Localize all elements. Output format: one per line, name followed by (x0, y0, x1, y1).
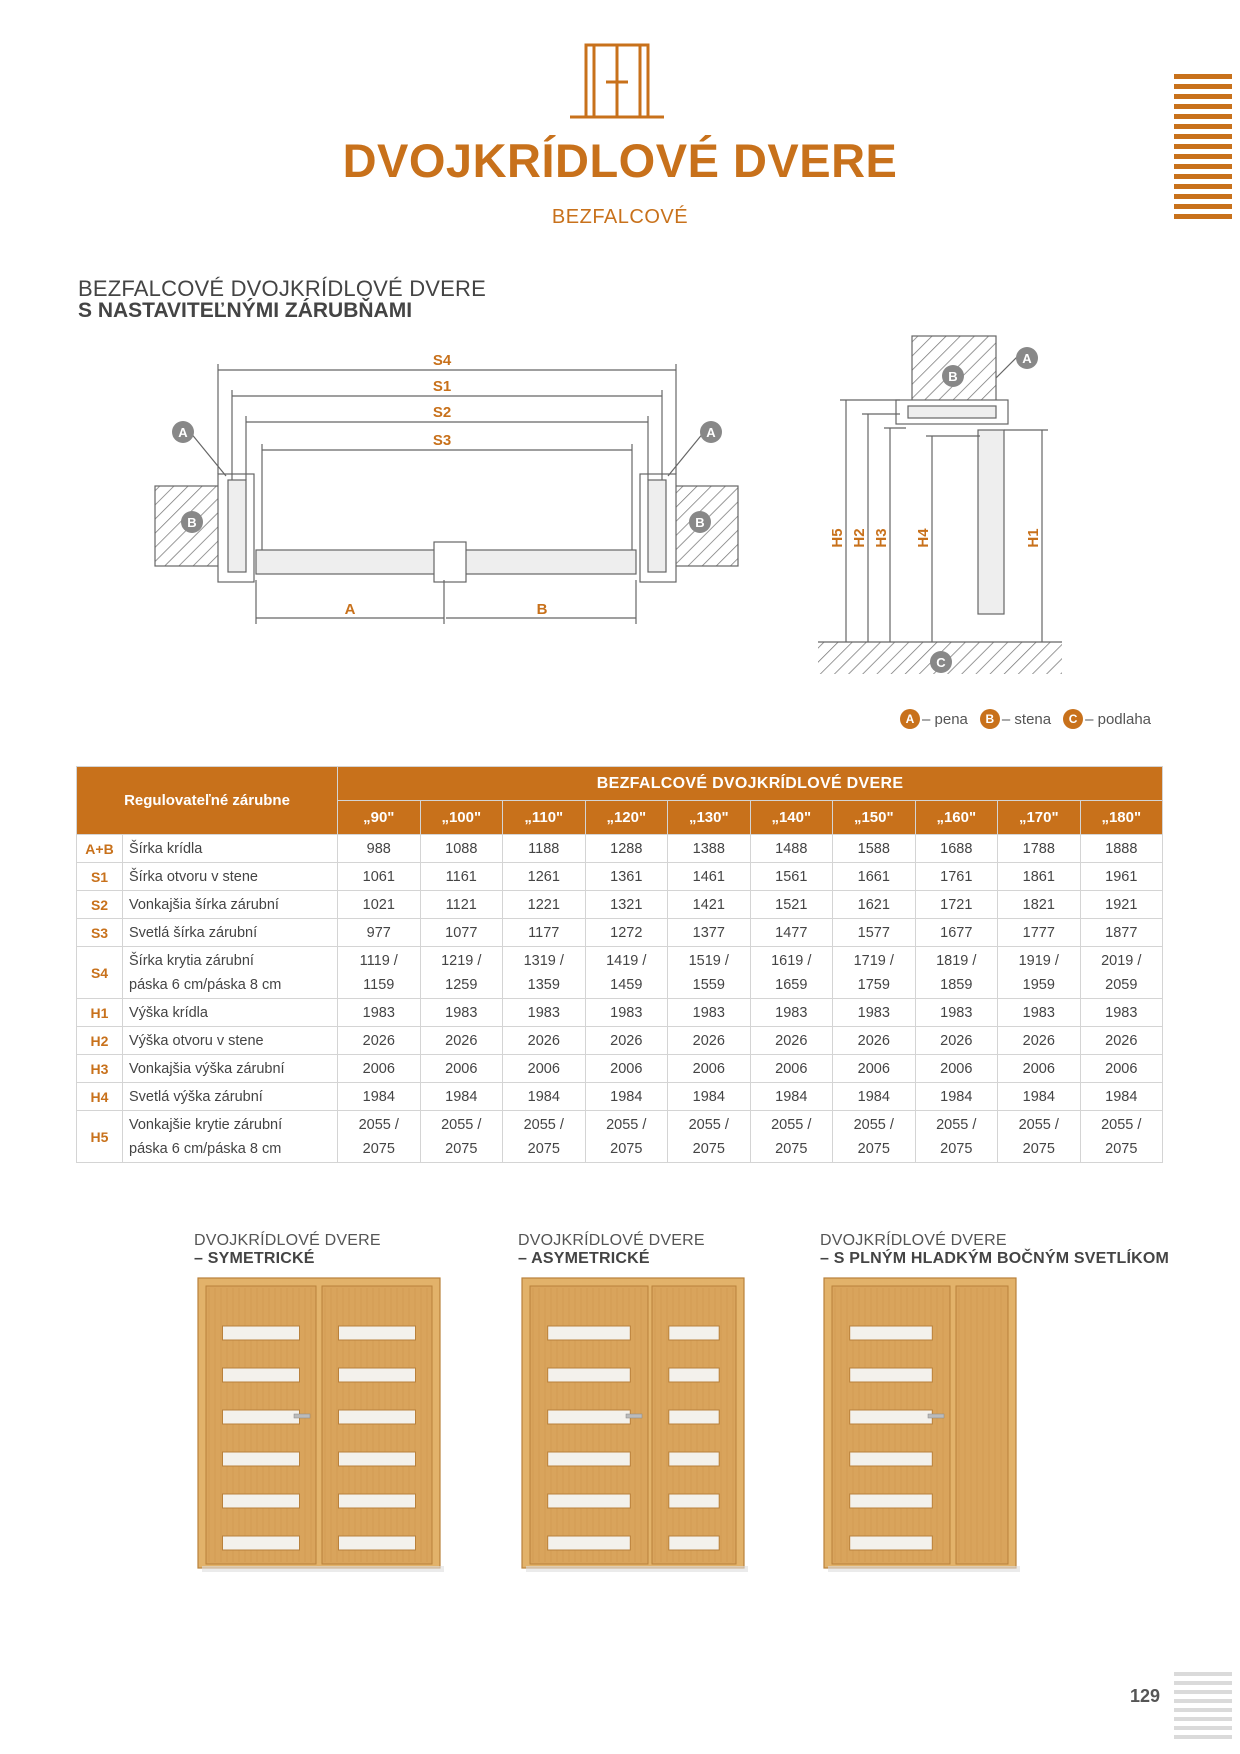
cell-value: 1161 (420, 863, 503, 891)
cell-value: 2006 (833, 1055, 916, 1083)
technical-diagram (0, 320, 1240, 730)
cell-value-line2: 2075 (775, 1140, 808, 1157)
glass-pane (850, 1452, 933, 1466)
cell-value-line1: 2055 / (358, 1116, 399, 1133)
cell-value: 1777 (998, 919, 1081, 947)
cell-value-line1: 1619 / (771, 952, 812, 969)
legend-text-c: – podlaha (1085, 710, 1152, 728)
row-code: A+B (77, 835, 123, 863)
table-corner-header: Regulovateľné zárubne (77, 767, 338, 835)
cell-value-line1: 1219 / (441, 952, 482, 969)
glass-pane (669, 1410, 719, 1424)
table-row (77, 999, 1163, 1027)
door-shadow (202, 1566, 444, 1572)
row-description-line2: páska 6 cm/páska 8 cm (129, 976, 282, 993)
cell-value-line1: 1719 / (853, 952, 894, 969)
cell-value-line1: 1419 / (606, 952, 647, 969)
cell-value: 1984 (833, 1083, 916, 1111)
cell-value: 1983 (503, 999, 586, 1027)
cell-value: 1377 (668, 919, 751, 947)
table-row (77, 1111, 1163, 1163)
label-h3: H3 (873, 528, 890, 548)
cell-value: 1461 (668, 863, 751, 891)
cell-value: 1984 (338, 1083, 421, 1111)
cell-value: 1177 (503, 919, 586, 947)
label-s4: S4 (432, 352, 452, 369)
cell-value (1080, 947, 1163, 999)
cell-value (833, 947, 916, 999)
cell-value-line2: 2075 (362, 1140, 395, 1157)
row-code: S4 (77, 947, 123, 999)
cell-value: 1221 (503, 891, 586, 919)
cell-value: 2026 (668, 1027, 751, 1055)
size-header-6: „150" (833, 801, 916, 835)
glass-pane (548, 1494, 631, 1508)
glass-pane (850, 1536, 933, 1550)
glass-pane (223, 1410, 300, 1424)
label-h5: H5 (829, 528, 846, 548)
section-leaf (978, 430, 1004, 614)
specification-table (76, 766, 1163, 1163)
cell-value (915, 1111, 998, 1163)
marker-c-section: C (936, 655, 946, 670)
legend-item-floor (1063, 709, 1151, 729)
cell-value: 2006 (668, 1055, 751, 1083)
cell-value: 1088 (420, 835, 503, 863)
row-description: Šírka otvoru v stene (123, 863, 338, 891)
cell-value: 1983 (420, 999, 503, 1027)
cell-value: 1421 (668, 891, 751, 919)
label-s3: S3 (432, 432, 452, 449)
table-row (77, 947, 1163, 999)
cell-value: 2026 (585, 1027, 668, 1055)
glass-pane (669, 1536, 719, 1550)
marker-b-right: B (695, 515, 705, 530)
size-header-2: „110" (503, 801, 586, 835)
cell-value-line2: 2075 (1022, 1140, 1055, 1157)
cell-value: 2026 (503, 1027, 586, 1055)
row-description-line1: Šírka krytia zárubní (129, 952, 254, 969)
row-description: Svetlá výška zárubní (123, 1083, 338, 1111)
cell-value: 1983 (915, 999, 998, 1027)
leaf-a (256, 550, 444, 574)
cell-value-line2: 2075 (940, 1140, 973, 1157)
table-row (77, 1083, 1163, 1111)
cell-value: 1984 (585, 1083, 668, 1111)
door-shadow (828, 1566, 1020, 1572)
section-title-line2: S NASTAVITEĽNÝMI ZÁRUBŇAMI (78, 299, 413, 322)
cell-value-line1: 2055 / (1101, 1116, 1142, 1133)
cell-value-line1: 2055 / (771, 1116, 812, 1133)
cell-value: 1488 (750, 835, 833, 863)
cell-value: 1984 (998, 1083, 1081, 1111)
cell-value-line1: 2055 / (853, 1116, 894, 1133)
page-title: DVOJKRÍDLOVÉ DVERE (342, 134, 898, 187)
size-header-0: „90" (338, 801, 421, 835)
door-sidelight-caption1: DVOJKRÍDLOVÉ DVERE (820, 1232, 1007, 1249)
cell-value (668, 1111, 751, 1163)
row-description-line1: Vonkajšie krytie zárubní (129, 1116, 283, 1133)
row-description: Výška otvoru v stene (123, 1027, 338, 1055)
marker-b-left: B (187, 515, 197, 530)
door-sidelight-caption2: – S PLNÝM HLADKÝM BOČNÝM SVETLÍKOM (820, 1250, 1170, 1267)
cell-value: 1677 (915, 919, 998, 947)
cell-value: 2006 (420, 1055, 503, 1083)
size-header-3: „120" (585, 801, 668, 835)
cell-value-line2: 1859 (940, 976, 973, 993)
page-number: 129 (1130, 1686, 1161, 1706)
row-description (123, 947, 338, 999)
cell-value: 1888 (1080, 835, 1163, 863)
cell-value-line2: 2075 (445, 1140, 478, 1157)
row-description: Výška krídla (123, 999, 338, 1027)
page-subtitle: BEZFALCOVÉ (551, 206, 689, 228)
door-asymmetric-image (518, 1274, 748, 1572)
row-code: S2 (77, 891, 123, 919)
cell-value: 2006 (1080, 1055, 1163, 1083)
legend-marker-b: B (980, 709, 1000, 729)
cell-value: 988 (338, 835, 421, 863)
label-h1: H1 (1025, 528, 1042, 548)
marker-a-section: A (1022, 351, 1032, 366)
row-code: S1 (77, 863, 123, 891)
cell-value (338, 947, 421, 999)
cell-value (998, 947, 1081, 999)
size-header-4: „130" (668, 801, 751, 835)
glass-pane (850, 1326, 933, 1340)
cell-value: 1288 (585, 835, 668, 863)
door-symmetric-image (194, 1274, 444, 1572)
cell-value: 2026 (1080, 1027, 1163, 1055)
cell-value: 2006 (503, 1055, 586, 1083)
glass-pane (548, 1410, 631, 1424)
glass-pane (339, 1326, 416, 1340)
cell-value: 1661 (833, 863, 916, 891)
glass-pane (223, 1452, 300, 1466)
size-header-9: „180" (1080, 801, 1163, 835)
glass-pane (339, 1494, 416, 1508)
cell-value: 1984 (915, 1083, 998, 1111)
cell-value (420, 947, 503, 999)
plan-view (155, 364, 738, 624)
cell-value: 1077 (420, 919, 503, 947)
cell-value-line1: 1819 / (936, 952, 977, 969)
table-row (77, 891, 1163, 919)
size-header-7: „160" (915, 801, 998, 835)
legend-item-foam (900, 709, 968, 729)
cell-value: 2026 (338, 1027, 421, 1055)
cell-value-line1: 2055 / (688, 1116, 729, 1133)
cell-value: 1261 (503, 863, 586, 891)
cell-value-line2: 1459 (610, 976, 643, 993)
cell-value-line2: 1359 (527, 976, 560, 993)
cell-value (585, 1111, 668, 1163)
cell-value-line1: 1319 / (523, 952, 564, 969)
door-asymmetric-caption1: DVOJKRÍDLOVÉ DVERE (518, 1232, 705, 1249)
row-description: Šírka krídla (123, 835, 338, 863)
decorative-stripes-bottom (1174, 1672, 1232, 1742)
cell-value-line2: 1559 (692, 976, 725, 993)
diagram-legend (900, 706, 1160, 732)
leaf-b (446, 550, 636, 574)
cell-value (420, 1111, 503, 1163)
row-code: H1 (77, 999, 123, 1027)
marker-b-section: B (948, 369, 958, 384)
glass-pane (850, 1368, 933, 1382)
glass-pane (669, 1368, 719, 1382)
table-row (77, 1055, 1163, 1083)
table-row (77, 863, 1163, 891)
cell-value (915, 947, 998, 999)
cell-value-line1: 2055 / (523, 1116, 564, 1133)
cell-value-line2: 2075 (527, 1140, 560, 1157)
cell-value: 1121 (420, 891, 503, 919)
cell-value: 1821 (998, 891, 1081, 919)
cell-value: 1984 (503, 1083, 586, 1111)
cell-value-line1: 1919 / (1018, 952, 1059, 969)
glass-pane (339, 1452, 416, 1466)
glass-pane (223, 1536, 300, 1550)
cell-value-line1: 1119 / (359, 952, 398, 969)
cell-value: 1861 (998, 863, 1081, 891)
glass-pane (339, 1368, 416, 1382)
cell-value: 2026 (420, 1027, 503, 1055)
double-door-logo-icon (568, 42, 666, 120)
cell-value: 1788 (998, 835, 1081, 863)
label-s1: S1 (432, 378, 452, 395)
cell-value (503, 947, 586, 999)
cell-value: 1983 (750, 999, 833, 1027)
cell-value (585, 947, 668, 999)
label-h2: H2 (851, 528, 868, 548)
door-leaf (956, 1286, 1008, 1564)
cell-value (998, 1111, 1081, 1163)
door-handle (294, 1414, 310, 1418)
label-a: A (344, 601, 356, 618)
glass-pane (669, 1326, 719, 1340)
cell-value: 1983 (338, 999, 421, 1027)
cell-value-line2: 2075 (692, 1140, 725, 1157)
row-description (123, 1111, 338, 1163)
table-row (77, 1027, 1163, 1055)
glass-pane (548, 1326, 631, 1340)
cell-value: 1961 (1080, 863, 1163, 891)
cell-value: 1021 (338, 891, 421, 919)
door-shadow (526, 1566, 748, 1572)
cell-value (750, 1111, 833, 1163)
glass-pane (850, 1410, 933, 1424)
row-code: H3 (77, 1055, 123, 1083)
cell-value: 2006 (750, 1055, 833, 1083)
cell-value: 1272 (585, 919, 668, 947)
size-header-1: „100" (420, 801, 503, 835)
cell-value-line2: 1959 (1022, 976, 1055, 993)
row-code: H5 (77, 1111, 123, 1163)
cell-value-line2: 2075 (1105, 1140, 1138, 1157)
cell-value: 2026 (998, 1027, 1081, 1055)
cell-value: 1388 (668, 835, 751, 863)
cell-value: 1521 (750, 891, 833, 919)
legend-marker-a: A (900, 709, 920, 729)
door-handle (626, 1414, 642, 1418)
cell-value: 1983 (668, 999, 751, 1027)
door-sidelight-image (820, 1274, 1020, 1572)
cell-value (1080, 1111, 1163, 1163)
glass-pane (548, 1368, 631, 1382)
cell-value-line2: 2075 (610, 1140, 643, 1157)
legend-item-wall (980, 709, 1051, 729)
cell-value: 1983 (833, 999, 916, 1027)
cell-value (833, 1111, 916, 1163)
door-symmetric-caption1: DVOJKRÍDLOVÉ DVERE (194, 1232, 381, 1249)
door-symmetric (194, 1232, 381, 1268)
cell-value-line2: 2075 (857, 1140, 890, 1157)
right-frame-foam (648, 480, 666, 572)
size-header-5: „140" (750, 801, 833, 835)
glass-pane (548, 1452, 631, 1466)
left-frame-foam (228, 480, 246, 572)
cell-value-line1: 2019 / (1101, 952, 1142, 969)
cell-value: 1761 (915, 863, 998, 891)
cell-value: 2006 (915, 1055, 998, 1083)
glass-pane (548, 1536, 631, 1550)
cell-value-line2: 1159 (363, 976, 395, 993)
cell-value-line1: 1519 / (688, 952, 729, 969)
label-s2: S2 (432, 404, 452, 421)
row-code: S3 (77, 919, 123, 947)
cell-value: 1877 (1080, 919, 1163, 947)
door-asymmetric-caption2: – ASYMETRICKÉ (518, 1250, 650, 1267)
section-title-line1: BEZFALCOVÉ DVOJKRÍDLOVÉ DVERE (78, 276, 487, 301)
cell-value: 1984 (1080, 1083, 1163, 1111)
cell-value: 1984 (750, 1083, 833, 1111)
row-description: Svetlá šírka zárubní (123, 919, 338, 947)
cell-value: 2006 (585, 1055, 668, 1083)
door-sidelight (820, 1232, 1169, 1268)
cell-value-line1: 2055 / (441, 1116, 482, 1133)
cell-value (503, 1111, 586, 1163)
cell-value: 1983 (585, 999, 668, 1027)
size-header-8: „170" (998, 801, 1081, 835)
cell-value: 1721 (915, 891, 998, 919)
cell-value: 977 (338, 919, 421, 947)
cell-value-line1: 2055 / (936, 1116, 977, 1133)
label-b: B (536, 601, 548, 618)
cell-value: 1188 (503, 835, 586, 863)
cell-value (750, 947, 833, 999)
label-h4: H4 (915, 528, 932, 548)
cell-value-line2: 1259 (445, 976, 478, 993)
section-view (818, 336, 1062, 674)
cell-value: 2026 (915, 1027, 998, 1055)
legend-text-a: – pena (922, 710, 968, 728)
cell-value (668, 947, 751, 999)
table-group-header: BEZFALCOVÉ DVOJKRÍDLOVÉ DVERE (338, 767, 1163, 801)
cell-value: 2026 (750, 1027, 833, 1055)
glass-pane (223, 1326, 300, 1340)
cell-value (338, 1111, 421, 1163)
cell-value: 1983 (1080, 999, 1163, 1027)
cell-value: 1321 (585, 891, 668, 919)
row-description: Vonkajšia výška zárubní (123, 1055, 338, 1083)
cell-value: 2006 (998, 1055, 1081, 1083)
cell-value-line2: 2059 (1105, 976, 1138, 993)
cell-value: 1688 (915, 835, 998, 863)
cell-value: 1621 (833, 891, 916, 919)
row-description: Vonkajšia šírka zárubní (123, 891, 338, 919)
glass-pane (669, 1494, 719, 1508)
cell-value: 1361 (585, 863, 668, 891)
cell-value: 1561 (750, 863, 833, 891)
glass-pane (339, 1410, 416, 1424)
row-code: H4 (77, 1083, 123, 1111)
cell-value: 1588 (833, 835, 916, 863)
center-lock (434, 542, 466, 582)
glass-pane (339, 1536, 416, 1550)
cell-value-line1: 2055 / (606, 1116, 647, 1133)
door-asymmetric (518, 1232, 705, 1268)
row-code: H2 (77, 1027, 123, 1055)
marker-a-right: A (706, 425, 716, 440)
cell-value: 1577 (833, 919, 916, 947)
legend-text-b: – stena (1001, 710, 1052, 728)
cell-value: 1061 (338, 863, 421, 891)
cell-value-line2: 1759 (857, 976, 890, 993)
door-symmetric-caption2: – SYMETRICKÉ (194, 1250, 315, 1267)
glass-pane (223, 1494, 300, 1508)
table-row (77, 835, 1163, 863)
row-description-line2: páska 6 cm/páska 8 cm (129, 1140, 282, 1157)
cell-value: 1983 (998, 999, 1081, 1027)
table-row (77, 919, 1163, 947)
cell-value: 2006 (338, 1055, 421, 1083)
cell-value: 2026 (833, 1027, 916, 1055)
cell-value: 1984 (420, 1083, 503, 1111)
cell-value: 1477 (750, 919, 833, 947)
glass-pane (850, 1494, 933, 1508)
door-handle (928, 1414, 944, 1418)
cell-value-line1: 2055 / (1018, 1116, 1059, 1133)
cell-value: 1921 (1080, 891, 1163, 919)
cell-value-line2: 1659 (775, 976, 808, 993)
glass-pane (223, 1368, 300, 1382)
marker-a-left: A (178, 425, 188, 440)
glass-pane (669, 1452, 719, 1466)
legend-marker-c: C (1063, 709, 1083, 729)
cell-value: 1984 (668, 1083, 751, 1111)
